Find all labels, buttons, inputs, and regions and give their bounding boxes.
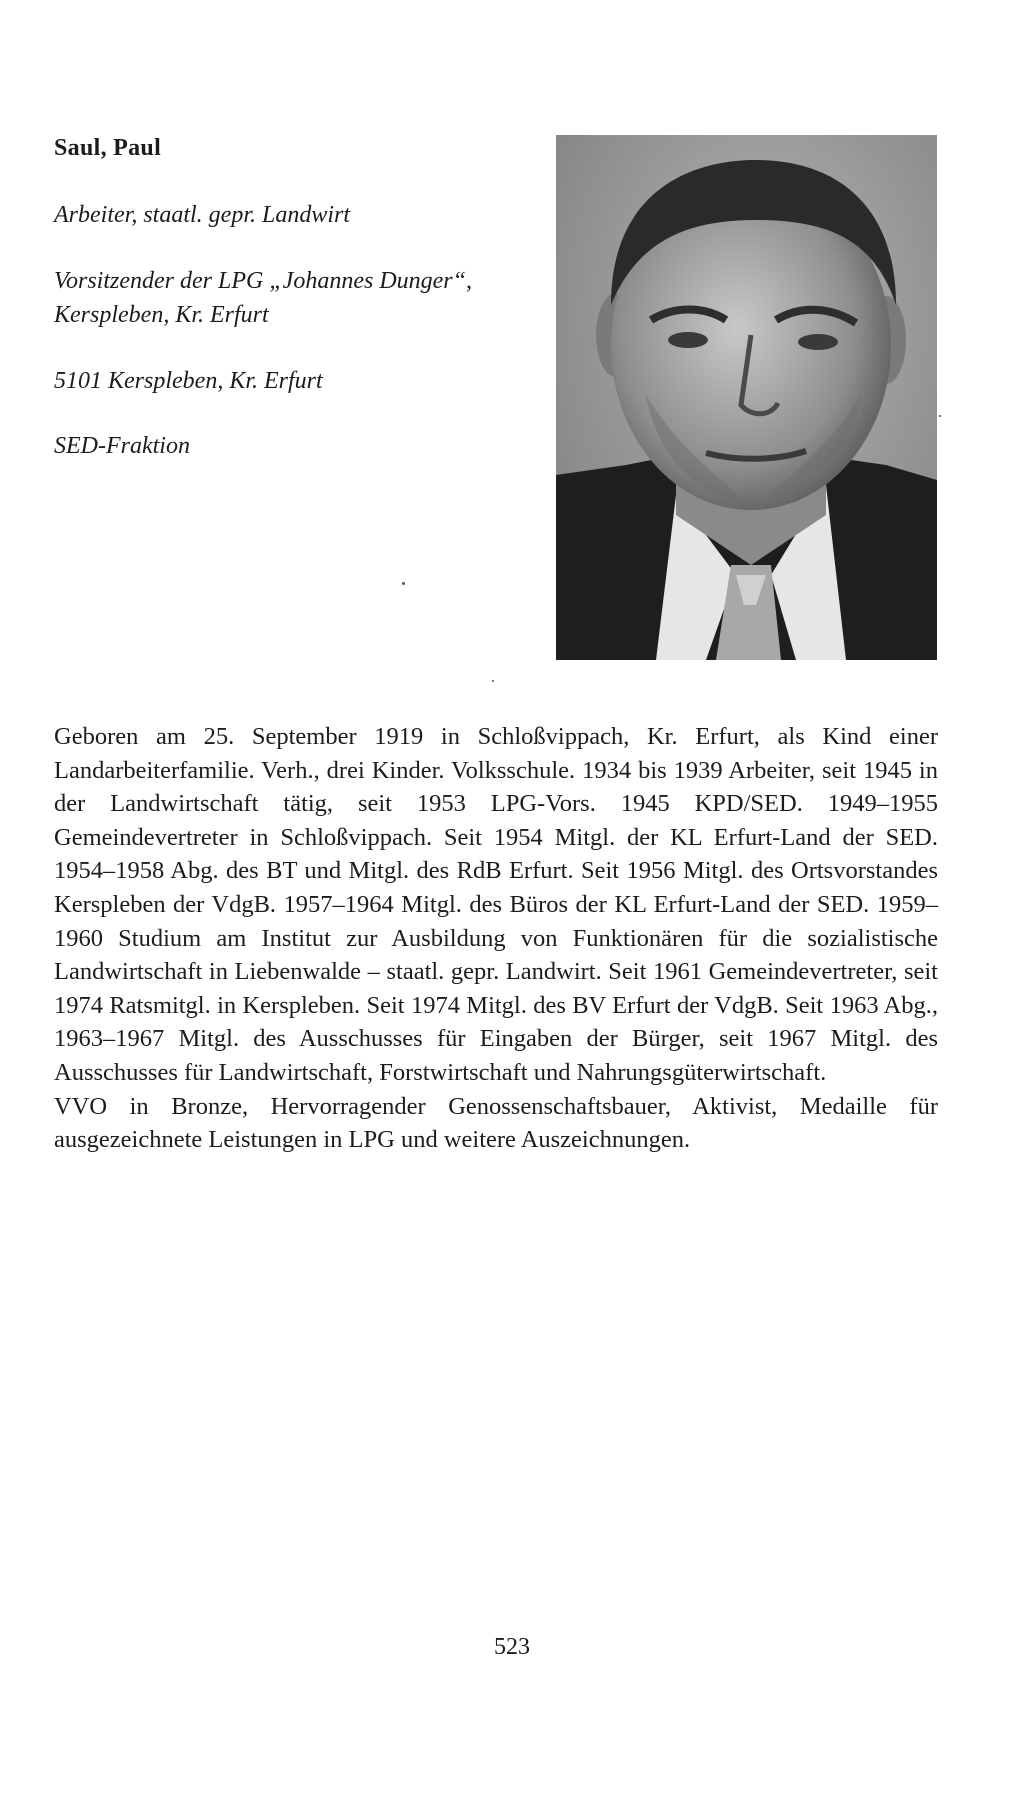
awards-paragraph: VVO in Bronze, Hervorragender Genossenschaftsbauer, Aktivist, Medaille für ausgezeichnete Leistungen in LPG und weitere Auszeichnungen.	[54, 1092, 938, 1154]
entry-faction: SED-Fraktion	[54, 433, 190, 459]
entry-profession: Arbeiter, staatl. gepr. Landwirt	[54, 202, 351, 228]
biography-text	[54, 720, 938, 1157]
print-speck	[492, 680, 494, 682]
biography-paragraph: Geboren am 25. September 1919 in Schloßvippach, Kr. Erfurt, als Kind einer Landarbeiterfamilie. Verh., drei Kinder. Volksschule. 1934 bis 1939 Arbeiter, seit 1945 in der Landwirtschaft tätig, seit 1953 LPG-Vors. 1945 KPD/SED. 1949–1955 Gemeindevertreter in Schloßvippach. Seit 1954 Mitgl. der KL Erfurt-Land der SED. 1954–1958 Abg. des BT und Mitgl. des RdB Erfurt. Seit 1956 Mitgl. des Ortsvorstandes Kerspleben der VdgB. 1957–1964 Mitgl. des Büros der KL Erfurt-Land der SED. 1959–1960 Studium am Institut zur Ausbildung von Funktionären für die sozialistische Landwirtschaft in Liebenwalde – staatl. gepr. Landwirt. Seit 1961 Gemeindevertreter, seit 1974 Ratsmitgl. in Kerspleben. Seit 1974 Mitgl. des BV Erfurt der VdgB. Seit 1963 Abg., 1963–1967 Mitgl. des Ausschusses für Eingaben der Bürger, seit 1967 Mitgl. des Ausschusses für Landwirtschaft, Forstwirtschaft und Nahrungsgüterwirtschaft.	[54, 723, 938, 1086]
entry-address: 5101 Kerspleben, Kr. Erfurt	[54, 368, 323, 394]
portrait-photo	[556, 135, 937, 660]
portrait-illustration	[556, 135, 937, 660]
print-speck	[402, 582, 405, 585]
print-speck	[939, 415, 941, 417]
page-number: 523	[494, 1634, 530, 1660]
entry-position: Vorsitzender der LPG „Johannes Dunger“, Kerspleben, Kr. Erfurt	[54, 268, 472, 328]
entry-name: Saul, Paul	[54, 135, 162, 161]
